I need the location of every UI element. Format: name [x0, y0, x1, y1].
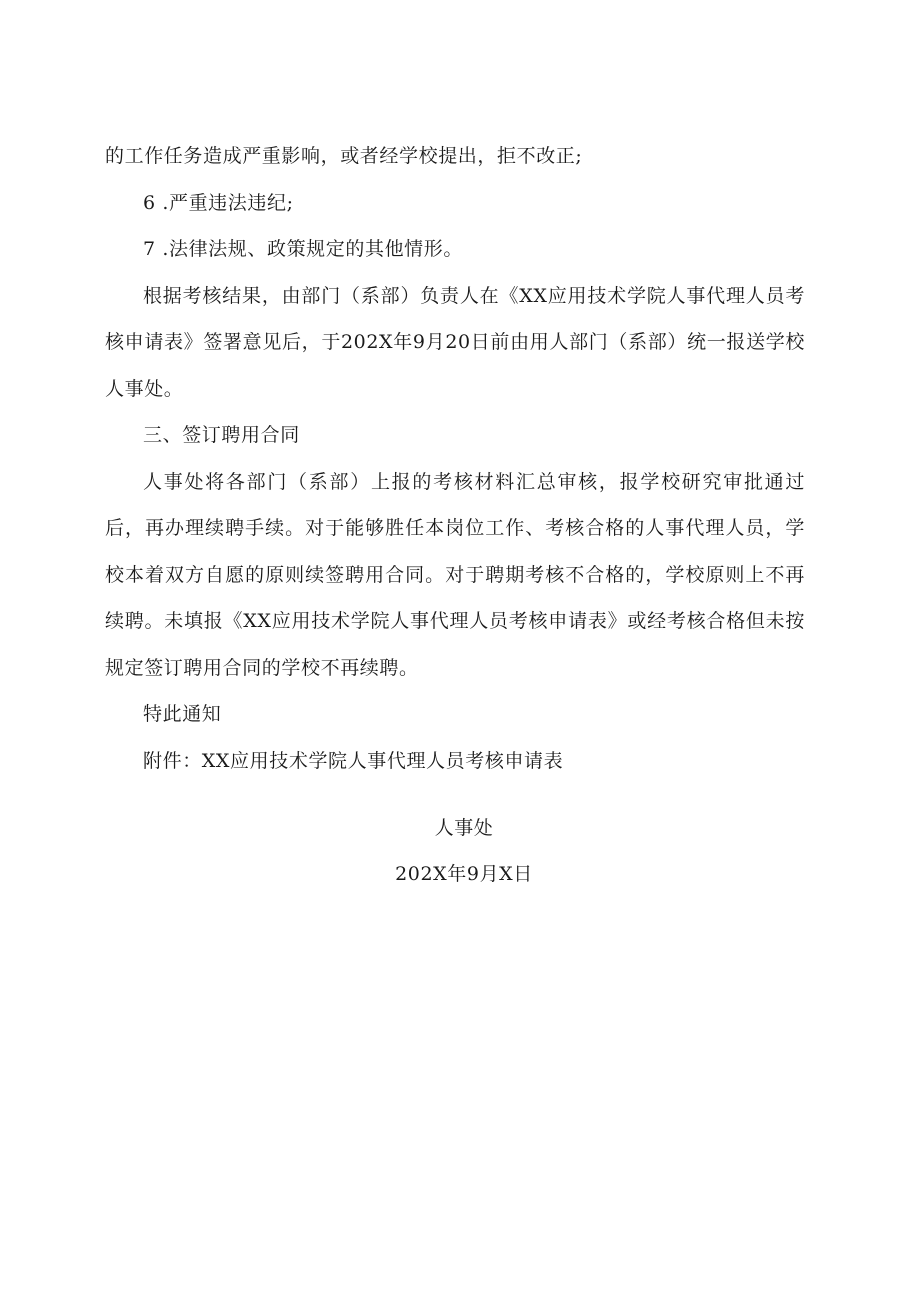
- list-item-6: 6 .严重违法违纪;: [143, 191, 294, 214]
- paragraph-contract: 人事处将各部门（系部）上报的考核材料汇总审核，报学校研究审批通过后，再办理续聘手续。对于能够胜任本岗位工作、考核合格的人事代理人员，学校本着双方自愿的原则续签聘用合同。对于聘期考核不合格的，学校原则上不再续聘。未填报《XX应用技术学院人事代理人员考核申请表》或经考核合格但未按规定签订聘用合同的学校不再续聘。: [105, 470, 805, 679]
- document-body: [105, 133, 805, 784]
- section-heading-3: 三、签订聘用合同: [143, 424, 300, 446]
- attachment-line: 附件：XX应用技术学院人事代理人员考核申请表: [143, 749, 564, 772]
- signature-org: 人事处: [434, 817, 494, 839]
- paragraph-assessment: 根据考核结果，由部门（系部）负责人在《XX应用技术学院人事代理人员考核申请表》签署意见后，于202X年9月20日前由用人部门（系部）统一报送学校人事处。: [105, 284, 805, 400]
- closing-notice: 特此通知: [143, 703, 222, 725]
- continued-line: 的工作任务造成严重影响，或者经学校提出，拒不改正;: [105, 145, 583, 167]
- list-item-7: 7 .法律法规、政策规定的其他情形。: [143, 238, 463, 260]
- signature-date: 202X年9月X日: [395, 863, 533, 885]
